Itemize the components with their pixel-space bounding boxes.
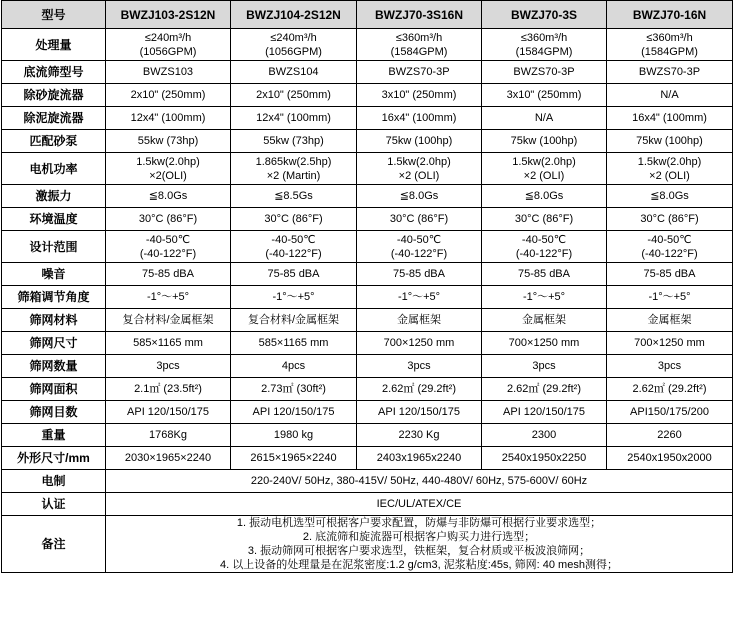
spec-cell (607, 355, 733, 378)
cell-line: 30°C (86°F) (138, 213, 198, 225)
cell-line: -40-50℃ (396, 233, 442, 246)
cell-line: 复合材料/金属框架 (247, 314, 340, 326)
cell-line: 2260 (657, 429, 682, 441)
spec-cell (106, 185, 231, 208)
spec-cell (106, 231, 231, 263)
spec-cell (607, 130, 733, 153)
cell-line: 1.5kw(2.0hp) (512, 155, 576, 168)
spec-cell (357, 185, 482, 208)
spec-row (2, 185, 733, 208)
cell-line: 75kw (100hp) (385, 135, 453, 147)
cell-line: 30°C (86°F) (389, 213, 449, 225)
cell-line: (1056GPM) (265, 45, 322, 58)
note-line: 1. 振动电机选型可根据客户要求配置，防爆与非防爆可根据行业要求选型； (236, 517, 602, 529)
cell-line: 2.62㎡ (29.2ft²) (507, 383, 581, 395)
spec-cell (231, 263, 357, 286)
spec-span-row (2, 470, 733, 493)
spec-cell (482, 401, 607, 424)
row-label: 电机功率 (2, 153, 106, 185)
spec-cell (482, 153, 607, 185)
cell-line: 2030×1965×2240 (124, 452, 212, 464)
cell-line: 3x10" (250mm) (506, 89, 582, 101)
cell-line: (1584GPM) (515, 45, 573, 58)
spec-cell (482, 130, 607, 153)
cell-line: 3pcs (657, 360, 682, 372)
spec-cell (607, 309, 733, 332)
cell-line: -40-50℃ (521, 233, 567, 246)
cell-line: 1980 kg (273, 429, 314, 441)
cell-line: API 120/150/175 (127, 406, 209, 418)
cell-line: 75-85 dBA (643, 268, 696, 280)
spec-cell (482, 263, 607, 286)
spec-cell (106, 84, 231, 107)
note-line: 4. 以上设备的处理量是在泥浆密度:1.2 g/cm3, 泥浆粘度:45s, 筛网: 40 mesh测得； (220, 559, 618, 571)
spec-cell (482, 378, 607, 401)
spec-cell (357, 61, 482, 84)
row-label: 除砂旋流器 (2, 84, 106, 107)
spec-cell (231, 61, 357, 84)
spec-cell (482, 447, 607, 470)
cell-line: 2.62㎡ (29.2ft²) (382, 383, 456, 395)
cell-line: ≤360m³/h (646, 31, 693, 44)
spec-cell (607, 401, 733, 424)
spec-row (2, 309, 733, 332)
spec-cell (607, 153, 733, 185)
spec-row (2, 84, 733, 107)
cell-line: API150/175/200 (630, 406, 709, 418)
notes-cell (106, 516, 733, 573)
spec-cell (482, 61, 607, 84)
cell-line: 2.1㎡ (23.5ft²) (134, 383, 202, 395)
cell-line: BWZS70-3P (513, 66, 575, 78)
spec-cell (357, 447, 482, 470)
cell-line: 700×1250 mm (634, 337, 705, 349)
cell-line: 2540x1950x2000 (627, 452, 712, 464)
spec-cell (482, 208, 607, 231)
cell-line: 700×1250 mm (383, 337, 455, 349)
spec-cell (231, 286, 357, 309)
cell-line: 700×1250 mm (508, 337, 580, 349)
spec-cell (357, 263, 482, 286)
span-cell: IEC/UL/ATEX/CE (106, 493, 733, 516)
cell-line: ≦8.0Gs (148, 190, 188, 202)
cell-line: 金属框架 (397, 314, 441, 326)
spec-cell (482, 185, 607, 208)
spec-row (2, 130, 733, 153)
cell-line: 75-85 dBA (142, 268, 194, 280)
spec-cell (231, 185, 357, 208)
spec-cell (607, 29, 733, 61)
row-label: 除泥旋流器 (2, 107, 106, 130)
cell-line: 75-85 dBA (267, 268, 320, 280)
cell-line: 2.73㎡ (30ft²) (261, 383, 326, 395)
span-cell: 220-240V/ 50Hz, 380-415V/ 50Hz, 440-480V/ 60Hz, 575-600V/ 60Hz (106, 470, 733, 493)
spec-row (2, 61, 733, 84)
spec-cell (231, 447, 357, 470)
cell-line: (1056GPM) (139, 45, 197, 58)
cell-line: ≦8.5Gs (274, 190, 313, 202)
row-label: 筛网面积 (2, 378, 106, 401)
spec-cell (482, 286, 607, 309)
cell-line: -1°～+5° (648, 291, 691, 303)
cell-line: 55kw (73hp) (137, 135, 199, 147)
spec-cell (106, 378, 231, 401)
note-line: 3. 振动筛网可根据客户要求选型，铁框架，复合材质或平板波浪筛网； (247, 545, 591, 557)
spec-cell (231, 332, 357, 355)
spec-cell (482, 309, 607, 332)
spec-cell (106, 208, 231, 231)
spec-body (2, 29, 733, 573)
spec-row (2, 107, 733, 130)
spec-cell (482, 84, 607, 107)
model-header: BWZJ103-2S12N (106, 1, 231, 29)
row-label: 认证 (2, 493, 106, 516)
cell-line: 30°C (86°F) (264, 213, 323, 225)
cell-line: ×2 (Martin) (266, 169, 321, 182)
cell-line: (1584GPM) (641, 45, 698, 58)
header-corner: 型号 (2, 1, 106, 29)
cell-line: 2540x1950x2250 (501, 452, 587, 464)
row-label: 电制 (2, 470, 106, 493)
spec-cell (607, 263, 733, 286)
cell-line: 4pcs (281, 360, 306, 372)
cell-line: 2230 Kg (398, 429, 440, 441)
cell-line: 1.5kw(2.0hp) (637, 155, 702, 168)
row-label: 激振力 (2, 185, 106, 208)
spec-cell (607, 286, 733, 309)
cell-line: ×2 (OLI) (398, 169, 440, 182)
spec-cell (357, 332, 482, 355)
spec-cell (357, 130, 482, 153)
spec-cell (106, 153, 231, 185)
cell-line: 30°C (86°F) (514, 213, 574, 225)
cell-line: API 120/150/175 (503, 406, 585, 418)
spec-cell (231, 378, 357, 401)
cell-line: 55kw (73hp) (263, 135, 324, 147)
cell-line: 585×1165 mm (258, 337, 329, 349)
cell-line: -40-50℃ (145, 233, 191, 246)
cell-line: 1.5kw(2.0hp) (387, 155, 451, 168)
spec-cell (357, 401, 482, 424)
spec-cell (357, 84, 482, 107)
model-header: BWZJ70-16N (607, 1, 733, 29)
cell-line: ≤240m³/h (144, 31, 192, 44)
spec-cell (231, 208, 357, 231)
spec-row (2, 153, 733, 185)
cell-line: 75-85 dBA (393, 268, 445, 280)
spec-cell (106, 107, 231, 130)
spec-cell (106, 263, 231, 286)
spec-cell (357, 424, 482, 447)
row-label: 匹配砂泵 (2, 130, 106, 153)
row-label: 噪音 (2, 263, 106, 286)
spec-span-row (2, 493, 733, 516)
cell-line: (-40-122°F) (515, 247, 573, 260)
spec-cell (607, 332, 733, 355)
cell-line: 2.62㎡ (29.2ft²) (632, 383, 707, 395)
spec-cell (231, 355, 357, 378)
cell-line: 2615×1965×2240 (250, 452, 337, 464)
spec-cell (231, 153, 357, 185)
cell-line: 2x10" (250mm) (130, 89, 206, 101)
row-label: 筛网材料 (2, 309, 106, 332)
spec-cell (231, 231, 357, 263)
model-header: BWZJ70-3S (482, 1, 607, 29)
cell-line: 16x4" (100mm) (632, 112, 707, 124)
spec-cell (607, 378, 733, 401)
cell-line: (-40-122°F) (265, 247, 322, 260)
cell-line: -1°～+5° (272, 291, 315, 303)
spec-cell (607, 185, 733, 208)
spec-row (2, 424, 733, 447)
spec-cell (607, 208, 733, 231)
cell-line: 12x4" (100mm) (130, 112, 206, 124)
cell-line: BWZS70-3P (388, 66, 450, 78)
row-label: 外形尺寸/mm (2, 447, 106, 470)
spec-row (2, 286, 733, 309)
spec-cell (106, 447, 231, 470)
spec-cell (357, 153, 482, 185)
cell-line: 585×1165 mm (133, 337, 203, 349)
row-label: 筛网目数 (2, 401, 106, 424)
cell-line: 1768Kg (149, 429, 187, 441)
cell-line: N/A (534, 112, 554, 124)
cell-line: -40-50℃ (647, 233, 692, 246)
spec-cell (607, 84, 733, 107)
row-label: 重量 (2, 424, 106, 447)
spec-cell (231, 424, 357, 447)
cell-line: 3pcs (156, 360, 180, 372)
spec-cell (357, 208, 482, 231)
spec-cell (231, 84, 357, 107)
model-header: BWZJ104-2S12N (231, 1, 357, 29)
cell-line: (-40-122°F) (390, 247, 448, 260)
cell-line: (-40-122°F) (139, 247, 197, 260)
spec-row (2, 332, 733, 355)
spec-row (2, 29, 733, 61)
spec-row (2, 208, 733, 231)
spec-cell (357, 29, 482, 61)
spec-cell (106, 309, 231, 332)
spec-cell (607, 424, 733, 447)
cell-line: 75kw (100hp) (636, 135, 703, 147)
cell-line: 1.865kw(2.5hp) (255, 155, 332, 168)
cell-line: -1°～+5° (397, 291, 441, 303)
spec-cell (482, 231, 607, 263)
spec-cell (357, 107, 482, 130)
spec-cell (106, 286, 231, 309)
cell-line: 30°C (86°F) (640, 213, 699, 225)
spec-cell (231, 107, 357, 130)
notes-label: 备注 (2, 516, 106, 573)
cell-line: 1.5kw(2.0hp) (136, 155, 200, 168)
row-label: 底流筛型号 (2, 61, 106, 84)
spec-cell (607, 107, 733, 130)
row-label: 环境温度 (2, 208, 106, 231)
cell-line: -1°～+5° (146, 291, 190, 303)
note-line: 2. 底流筛和旋流器可根据客户购买力进行选型； (302, 531, 536, 543)
spec-cell (231, 29, 357, 61)
cell-line: ≦8.0Gs (524, 190, 564, 202)
cell-line: 75-85 dBA (518, 268, 570, 280)
spec-cell (482, 107, 607, 130)
spec-cell (482, 424, 607, 447)
cell-line: (-40-122°F) (641, 247, 698, 260)
spec-cell (607, 231, 733, 263)
cell-line: 2403x1965x2240 (376, 452, 462, 464)
notes-row (2, 516, 733, 573)
cell-line: ×2(OLI) (149, 169, 187, 182)
spec-row (2, 263, 733, 286)
cell-line: -1°～+5° (522, 291, 566, 303)
cell-line: 金属框架 (522, 314, 566, 326)
spec-cell (106, 424, 231, 447)
cell-line: -40-50℃ (271, 233, 316, 246)
spec-table (1, 0, 733, 573)
spec-cell (357, 286, 482, 309)
spec-cell (482, 355, 607, 378)
spec-cell (357, 355, 482, 378)
cell-line: 复合材料/金属框架 (122, 314, 214, 326)
spec-cell (106, 61, 231, 84)
spec-cell (231, 130, 357, 153)
spec-row (2, 447, 733, 470)
cell-line: ≦8.0Gs (650, 190, 689, 202)
row-label: 筛网尺寸 (2, 332, 106, 355)
spec-cell (607, 61, 733, 84)
spec-row (2, 401, 733, 424)
spec-row (2, 231, 733, 263)
row-label: 筛网数量 (2, 355, 106, 378)
cell-line: 75kw (100hp) (510, 135, 578, 147)
spec-cell (106, 29, 231, 61)
cell-line: ≤240m³/h (270, 31, 317, 44)
header-row (2, 1, 733, 29)
cell-line: API 120/150/175 (252, 406, 335, 418)
cell-line: N/A (660, 89, 679, 101)
cell-line: 12x4" (100mm) (256, 112, 331, 124)
spec-cell (482, 29, 607, 61)
cell-line: BWZS104 (268, 66, 319, 78)
cell-line: ≤360m³/h (520, 31, 568, 44)
cell-line: ×2 (OLI) (523, 169, 565, 182)
cell-line: ≤360m³/h (395, 31, 443, 44)
cell-line: 金属框架 (647, 314, 692, 326)
spec-row (2, 378, 733, 401)
row-label: 设计范围 (2, 231, 106, 263)
cell-line: 3pcs (407, 360, 431, 372)
spec-cell (106, 401, 231, 424)
row-label: 筛箱调节角度 (2, 286, 106, 309)
cell-line: 16x4" (100mm) (381, 112, 457, 124)
cell-line: API 120/150/175 (378, 406, 460, 418)
cell-line: BWZS103 (142, 66, 194, 78)
spec-cell (106, 355, 231, 378)
cell-line: BWZS70-3P (638, 66, 701, 78)
spec-cell (357, 231, 482, 263)
model-header: BWZJ70-3S16N (357, 1, 482, 29)
cell-line: (1584GPM) (390, 45, 448, 58)
spec-cell (231, 309, 357, 332)
cell-line: 3pcs (532, 360, 556, 372)
spec-cell (106, 332, 231, 355)
spec-cell (357, 378, 482, 401)
cell-line: 3x10" (250mm) (381, 89, 457, 101)
row-label: 处理量 (2, 29, 106, 61)
cell-line: ×2 (OLI) (649, 169, 690, 182)
spec-cell (482, 332, 607, 355)
spec-cell (106, 130, 231, 153)
cell-line: 2300 (531, 429, 557, 441)
spec-row (2, 355, 733, 378)
cell-line: 2x10" (250mm) (256, 89, 331, 101)
cell-line: ≦8.0Gs (399, 190, 439, 202)
spec-cell (357, 309, 482, 332)
spec-cell (231, 401, 357, 424)
spec-cell (607, 447, 733, 470)
